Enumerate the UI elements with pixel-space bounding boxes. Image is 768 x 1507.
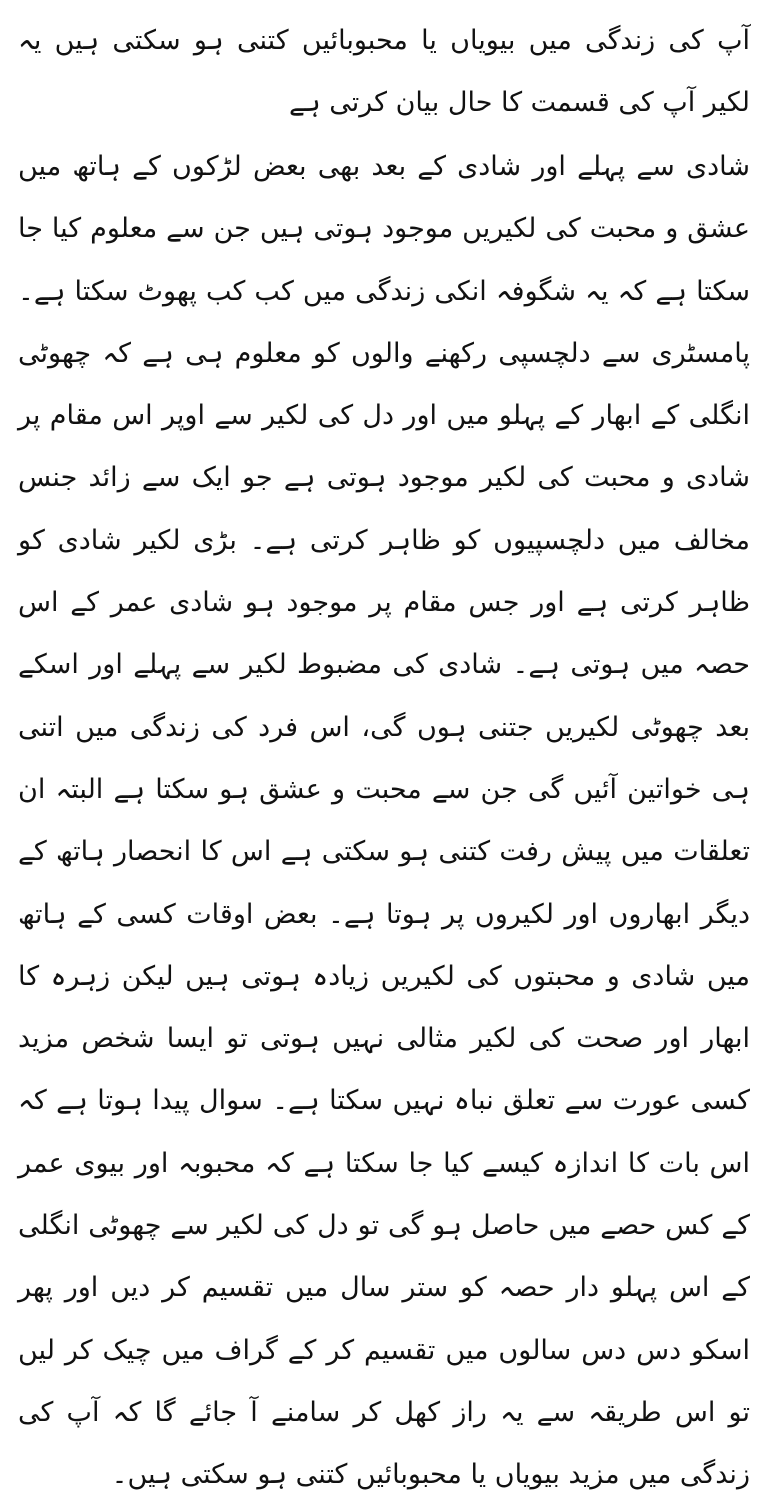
article-body: شادی سے پہلے اور شادی کے بعد بھی بعض لڑکوں کے ہاتھ میں عشق و محبت کی لکیریں موجود ہوتی ہیں جن سے معلوم کیا جا سکتا ہے کہ یہ شگوفہ انکی زندگی میں کب کب پھوٹ سکتا ہے۔ پامسٹری سے دلچسپی رکھنے والوں کو معلوم ہی ہے کہ چھوٹی انگلی کے ابھار کے پہلو میں اور دل کی لکیر سے اوپر اس مقام پر شادی و محبت کی لکیر موجود ہوتی ہے جو ایک سے زائد جنس مخالف میں دلچسپیوں کو ظاہر کرتی ہے۔ بڑی لکیر شادی کو ظاہر کرتی ہے اور جس مقام پر موجود ہو شادی عمر کے اس حصہ میں ہوتی ہے۔ شادی کی مضبوط لکیر سے پہلے اور اسکے بعد چھوٹی لکیریں جتنی ہوں گی، اس فرد کی زندگی میں اتنی ہی خواتین آئیں گی جن سے محبت و عشق ہو سکتا ہے البتہ ان تعلقات میں پیش رفت کتنی ہو سکتی ہے اس کا انحصار ہاتھ کے دیگر ابھاروں اور لکیروں پر ہوتا ہے۔ بعض اوقات کسی کے ہاتھ میں شادی و محبتوں کی لکیریں زیادہ ہوتی ہیں لیکن زہرہ کا ابھار اور صحت کی لکیر مثالی نہیں ہوتی تو ایسا شخص مزید کسی عورت سے تعلق نباہ نہیں سکتا ہے۔ سوال پیدا ہوتا ہے کہ اس بات کا اندازہ کیسے کیا جا سکتا ہے کہ محبوبہ اور بیوی عمر کے کس حصے میں حاصل ہو گی تو دل کی لکیر سے چھوٹی انگلی کے اس پہلو دار حصہ کو ستر سال میں تقسیم کر دیں اور پھر اسکو دس دس سالوں میں تقسیم کر کے گراف میں چیک کر لیں تو اس طریقہ سے یہ راز کھل کر سامنے آ جائے گا کہ آپ کی زندگی میں مزید بیویاں یا محبوبائیں کتنی ہو سکتی ہیں۔ [18, 151, 750, 1491]
article-heading: آپ کی زندگی میں بیویاں یا محبوبائیں کتنی ہو سکتی ہیں یہ لکیر آپ کی قسمت کا حال بیان کرتی ہے [18, 25, 750, 118]
